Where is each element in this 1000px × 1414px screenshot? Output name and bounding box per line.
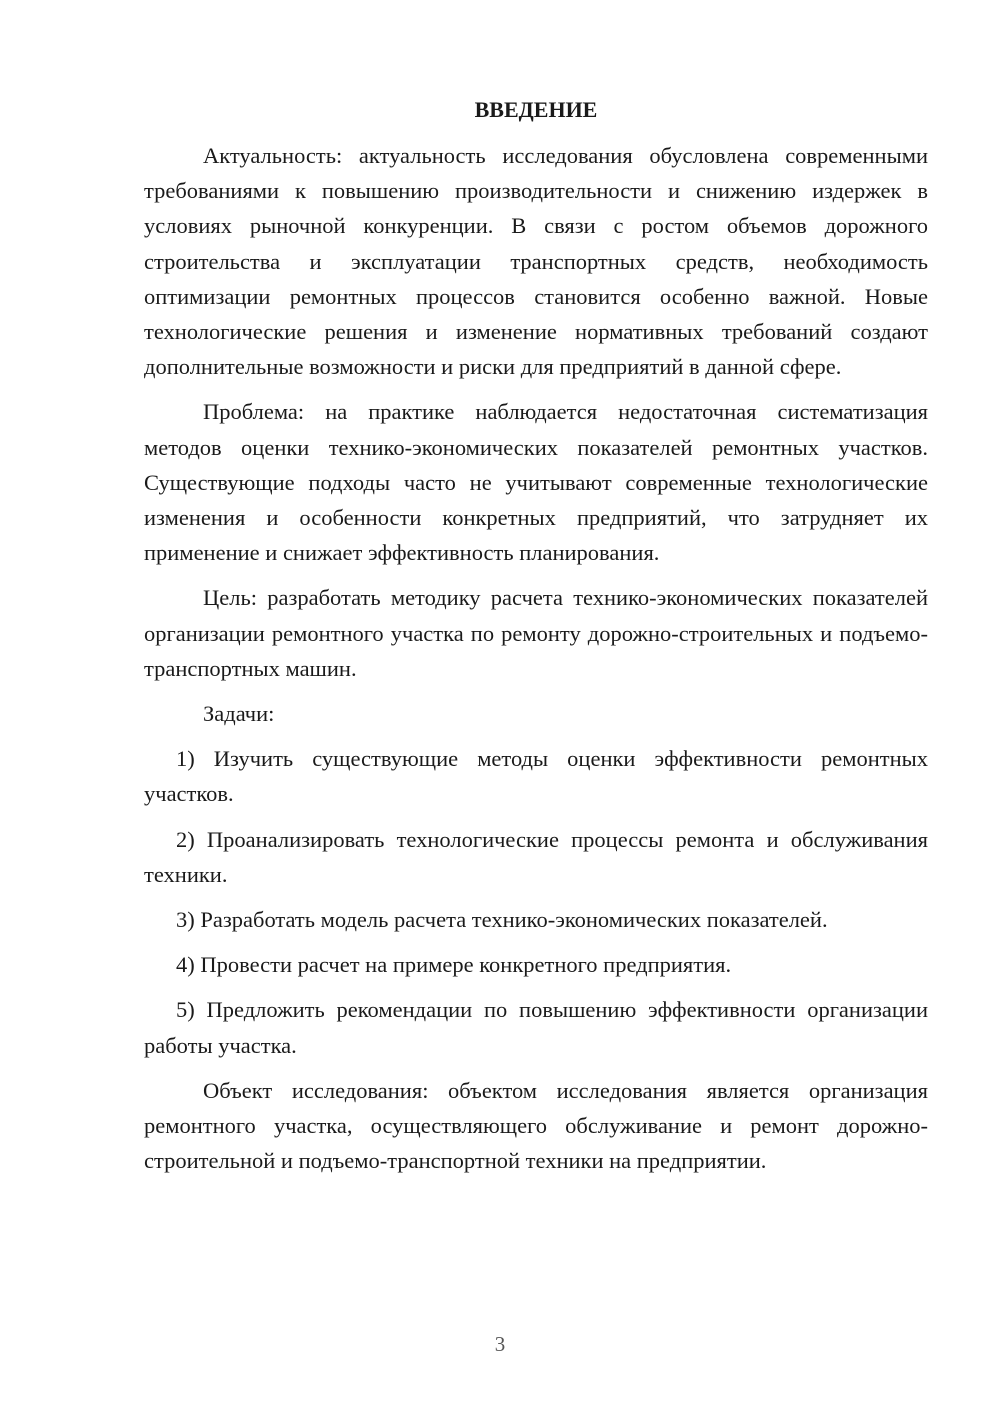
- task-item: 3) Разработать модель расчета технико-экономических показателей.: [176, 907, 828, 933]
- tasks-label: Задачи:: [203, 701, 275, 727]
- object-paragraph: Объект исследования: объектом исследования является организация ремонтного участка, осуществляющего обслуживание и ремонт дорожно-строительной и подъемо-транспортной техники на предприятии.: [144, 1077, 928, 1174]
- task-item: 5) Предложить рекомендации по повышению эффективности организации работы участка.: [144, 997, 928, 1058]
- problem-paragraph: Проблема: на практике наблюдается недостаточная систематизация методов оценки технико-экономических показателей ремонтных участков. Существующие подходы часто не учитывают современные технологические изменения и особенности конкретных предприятий, что затрудняет их применение и снижает эффективность планирования.: [144, 399, 928, 566]
- goal-paragraph: Цель: разработать методику расчета технико-экономических показателей организации ремонтного участка по ремонту дорожно-строительных и подъемо-транспортных машин.: [144, 585, 928, 681]
- task-item: 4) Провести расчет на примере конкретного предприятия.: [176, 952, 732, 978]
- task-item: 2) Проанализировать технологические процессы ремонта и обслуживания техники.: [144, 826, 928, 887]
- section-heading: ВВЕДЕНИЕ: [474, 97, 598, 122]
- task-item: 1) Изучить существующие методы оценки эффективности ремонтных участков.: [144, 746, 928, 807]
- document-page: [144, 92, 928, 1188]
- page-number: 3: [494, 1332, 506, 1356]
- relevance-paragraph: Актуальность: актуальность исследования обусловлена современными требованиями к повышению производительности и снижению издержек в условиях рыночной конкуренции. В связи с ростом объемов дорожного строительства и эксплуатации транспортных средств, необходимость оптимизации ремонтных процессов становится особенно важной. Новые технологические решения и изменение нормативных требований создают дополнительные возможности и риски для предприятий в данной сфере.: [144, 143, 928, 380]
